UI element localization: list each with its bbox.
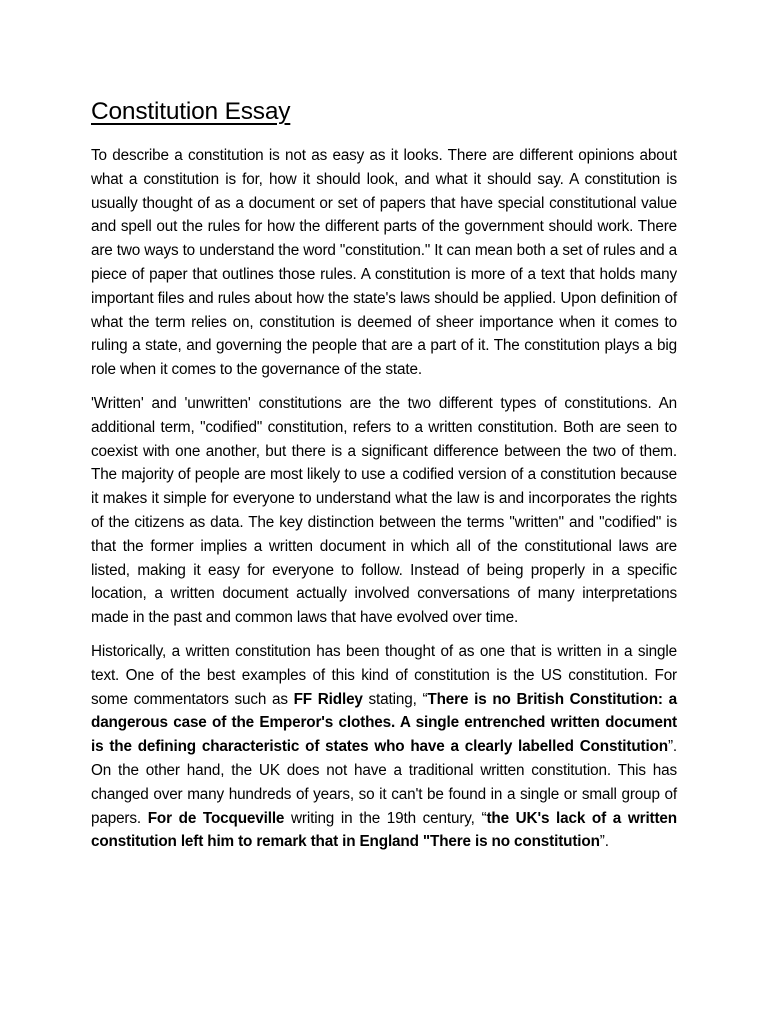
tocqueville-quote: the UK's lack of a written constitution left him to remark that in England "There is no constitution: [91, 809, 677, 851]
tocqueville-name: For de Tocqueville: [147, 809, 285, 827]
paragraph-1: To describe a constitution is not as easy as it looks. There are different opinions about what a constitution is for, how it should look, and what it should say. A constitution is usually thought of as a document or set of papers that have special constitutional value and spell out the rules for how the different parts of the government should work. There are two ways to understand the word "constitution." It can mean both a set of rules and a piece of paper that outlines those rules. A constitution is more of a text that holds many important files and rules about how the state's laws should be applied. Upon definition of what the term relies on, constitution is deemed of sheer importance when it comes to ruling a state, and governing the people that are a part of it. The constitution plays a big role when it comes to the governance of the state.: [91, 147, 677, 379]
document-page: [91, 96, 677, 864]
paragraph-3-text-1: Historically, a written constitution has been thought of as one that is written in a single text. One of the best examples of this kind of constitution is the US constitution. For some commentators such as: [91, 642, 677, 708]
ridley-quote: There is no British Constitution: a dangerous case of the Emperor's clothes. A single entrenched written document is the defining characteristic of states who have a clearly labelled Constitution: [91, 690, 677, 756]
paragraph-3-text-2: stating, “: [362, 690, 428, 708]
paragraph-3-text-3: ”. On the other hand, the UK does not have a traditional written constitution. This has changed over many hundreds of years, so it can't be found in a single or small group of papers.: [91, 738, 677, 827]
paragraph-3-text-4: writing in the 19th century, “: [284, 809, 487, 827]
paragraph-3-text-5: ”.: [599, 833, 609, 851]
paragraph-2: 'Written' and 'unwritten' constitutions are the two different types of constitutions. An additional term, "codified" constitution, refers to a written constitution. Both are seen to coexist with one another, but there is a significant difference between the two of them. The majority of people are most likely to use a codified version of a constitution because it makes it simple for everyone to understand what the law is and incorporates the rights of the citizens as data. The key distinction between the terms "written" and "codified" is that the former implies a written document in which all of the constitutional laws are listed, making it easy for everyone to follow. Instead of being properly in a specific location, a written document actually involved conversations of many interpretations made in the past and common laws that have evolved over time.: [91, 394, 677, 627]
paragraph-3: [91, 640, 677, 854]
page-title: Constitution Essay: [91, 98, 291, 125]
ridley-name: FF Ridley: [293, 690, 363, 708]
